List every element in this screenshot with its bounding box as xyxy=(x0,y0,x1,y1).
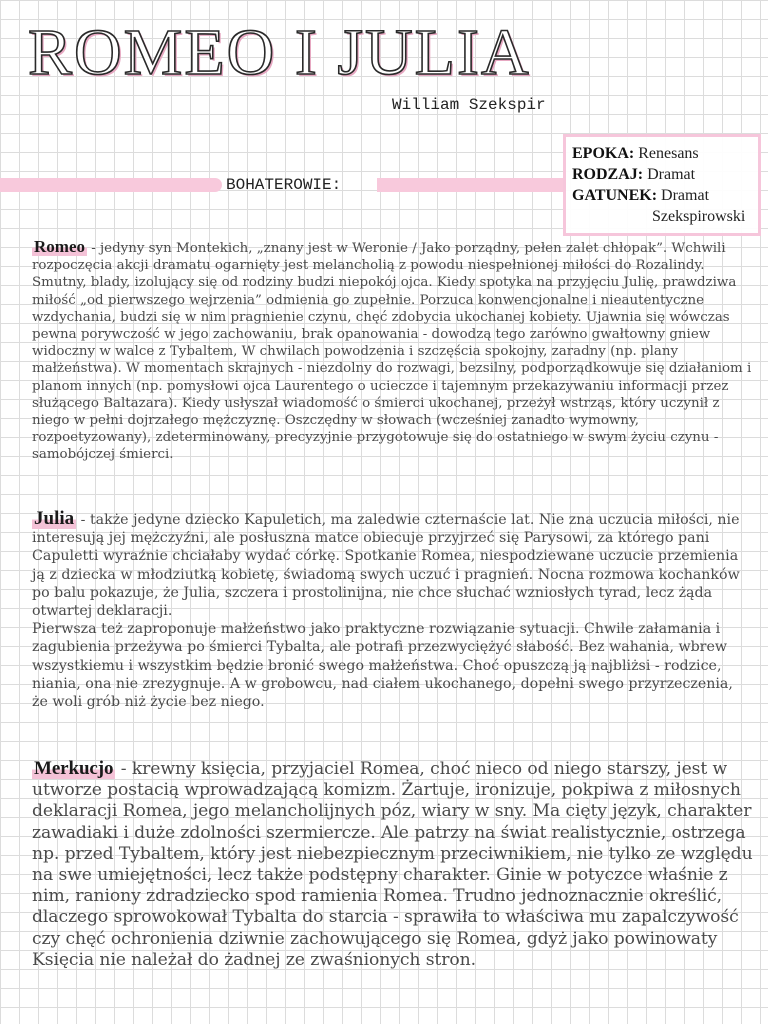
character-name: Merkucjo xyxy=(34,758,114,779)
character-julia xyxy=(32,510,752,711)
document-title: ROMEO I JULIA xyxy=(28,16,531,89)
gatunek-value-cont: Szekspirowski xyxy=(652,208,746,225)
info-gatunek-cont xyxy=(572,206,752,227)
heroes-heading: BOHATEROWIE: xyxy=(226,176,342,194)
character-description: - krewny księcia, przyjaciel Romea, choć nieco od niego starszy, jest w utworze postacią wprowadzającą komizm. Żartuje, ironizuje, pokpiwa z miłosnych deklaracji Romea, jego melancholijnych póz, wiary w sny. Ma cięty język, charakter zawadiaki i duże zdolności szermiercze. Ale patrzy na świat realistycznie, ostrzega np. przed Tybaltem, który jest niebezpiecznym przeciwnikiem, nie tylko ze względu na swe umiejętności, lecz także podstępny charakter. Ginie w potyczce właśnie z nim, raniony zdradziecko spod ramienia Romea. Trudno jednoznacznie określić, dlaczego sprowokował Tybalta do starcia - sprawiła to właściwa mu zapalczywość czy chęć ochronienia dziwnie zachowującego się Romea, gdyż jako powinowaty Księcia nie należał do żadnej ze zwaśnionych stron. xyxy=(32,759,753,970)
character-description: - jedyny syn Montekich, „znany jest w Weronie / Jako porządny, pełen zalet chłopak”. Wchwili rozpoczęcia akcji dramatu ogarnięty jest melancholią z powodu niespełnionej miłości do Rozalindy. Smutny, blady, izolujący się od rodziny budzi niepokój ojca. Kiedy spotyka na przyjęciu Julię, prawdziwa miłość „od pierwszego wejrzenia” odmienia go zupełnie. Porzuca konwencjonalne i nieautentyczne wzdychania, budzi się w nim pragnienie czynu, chęć zdobycia ukochanej kobiety. Ujawnia się wówczas pewna porywczość w jego zachowaniu, brak opanowania - dowodzą tego zarówno gwałtowny gniew widoczny w walce z Tybaltem, W chwilach powodzenia i szczęścia spokojny, zaradny (np. plany małżeństwa). W momentach skrajnych - niezdolny do rozwagi, bezsilny, podporządkowuje się działaniom i planom innych (np. pomysłowi ojca Laurentego o ucieczce i tajemnym przekazywaniu informacji przez służącego Baltazara). Kiedy usłyszał wiadomość o śmierci ukochanej, przeżył wstrząs, który uczynił z niego w pełni dojrzałego mężczyznę. Oszczędny w słowach (wcześniej zanadto wymowny, rozpoetyzowany), zdeterminowany, precyzyjnie przygotowuje się do ostatniego w swym życiu czynu - samobójczej śmierci. xyxy=(32,241,752,463)
character-merkucjo xyxy=(32,758,754,971)
character-name: Romeo xyxy=(34,237,85,256)
rodzaj-label: RODZAJ: xyxy=(572,166,644,183)
heading-highlight-right xyxy=(377,178,563,192)
rodzaj-value: Dramat xyxy=(647,166,696,183)
epoka-label: EPOKA: xyxy=(572,145,635,162)
info-epoka xyxy=(572,143,752,164)
character-description-cont: Pierwsza też zaproponuje małżeństwo jako praktyczne rozwiązanie sytuacji. Chwile załamania i zagubienia przeżywa po śmierci Tybalta, ale potrafi przezwyciężyć słabość. Bez wahania, wbrew wszystkiemu i wszystkim będzie bronić swego małżeństwa. Choć opuszczą ją najbliżsi - rodzice, niania, ona nie zrezygnuje. A w grobowcu, nad ciałem ukochanego, dopełni swego przyrzeczenia, że woli grób niż życie bez niego. xyxy=(32,621,733,711)
character-name: Julia xyxy=(34,508,75,529)
author-name: William Szekspir xyxy=(392,96,546,114)
gatunek-label: GATUNEK: xyxy=(572,187,658,204)
info-rodzaj xyxy=(572,164,752,185)
info-box xyxy=(563,134,761,236)
info-gatunek xyxy=(572,185,752,206)
character-romeo xyxy=(32,238,752,464)
epoka-value: Renesans xyxy=(638,145,699,162)
character-description: - także jedyne dziecko Kapuletich, ma zaledwie czternaście lat. Nie zna uczucia miłości, nie interesują jej mężczyźni, ale posłuszna matce obiecuje przyjrzeć się Parysowi, za którego pani Capuletti wyraźnie chciałaby wydać córkę. Spotkanie Romea, niespodziewane uczucie przemienia ją z dziecka w młodziutką kobietę, świadomą swych uczuć i pragnień. Nocna rozmowa kochanków po balu pokazuje, że Julia, szczera i prostolinijna, nie chce słuchać wzniosłych tyrad, lecz żąda otwartej deklaracji. xyxy=(32,512,740,620)
gatunek-value: Dramat xyxy=(661,187,710,204)
heading-highlight-left xyxy=(0,178,222,192)
